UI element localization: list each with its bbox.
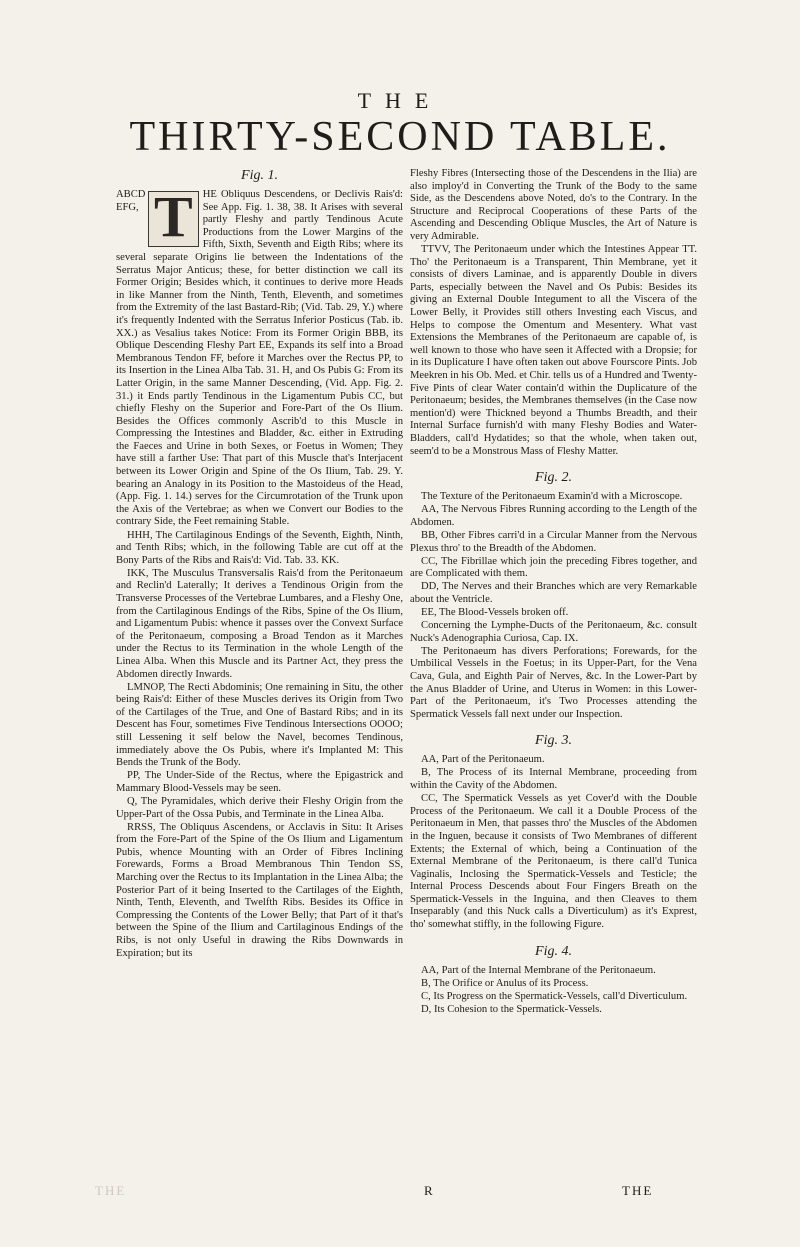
- paragraph: IKK, The Musculus Transversalis Rais'd from the Peritonaeum and Reclin'd Laterally; It derives a Tendinous Origin from the Transverse Processes of the Vertebrae Lumbares, and a Fleshy One, from the Cartilaginous Endings of the Ribs, Spine of the Os Ilium, and Ligamentum Pubis: whence it passes over the Convext Surface of the Peritonaeum, composing a Broad Tendon as it Marches under the Rectus to its Termination in the whole Length of the Linea Alba. When this Muscle and its Partner Act, they press the Abdomen directly Inwards.: [116, 567, 403, 680]
- fig-3-heading: Fig. 3.: [535, 733, 572, 749]
- paragraph: CC, The Spermatick Vessels as yet Cover'd with the Double Process of the Peritonaeum. We call it a Double Process of the Peritonaeum in Men, that passes thro' the Muscles of the Abdomen in the Inguen, because it consists of Two Membranes of different Extents; the External of which, being a Continuation of the External Membrane of the Peritonaeum, is there call'd Tunica Vaginalis, Inclosing the Spermatick-Vessels and Testicle; the Internal Process Descends about Four Fingers Breath on the Spermatick-Vessels in the Inguina, and then Cleaves to them Inseparably (and this Nuck calls a Diverticulum) as it's Exprest, tho' somewhat stiffly, in the following Figure.: [410, 793, 697, 931]
- paragraph: D, Its Cohesion to the Spermatick-Vessels.: [421, 1003, 602, 1015]
- paragraph: Q, The Pyramidales, which derive their Fleshy Origin from the Upper-Part of the Ossa Pubis, and Terminate in the Linea Alba.: [116, 796, 403, 820]
- intro-labels: ABCD EFG,: [116, 189, 146, 213]
- paragraph: The Texture of the Peritonaeum Examin'd with a Microscope.: [421, 491, 683, 503]
- paragraph: TTVV, The Peritonaeum under which the Intestines Appear TT. Tho' the Peritonaeum is a Transparent, Thin Membrane, yet it consists of divers Laminae, and is apparently Double in divers Parts, especially between the Navel and Os Pubis: Besides its giving an External Double Integument to all the Viscera of the Lower Belly, it Provides still others Investing each Viscus, and Helps to compose the Omentum and Mesentery. What vast Extensions the Membranes of the Peritonaeum are capable of, is well known to those who have seen it Affected with a Dropsie; for in its Duplicature I have often taken out above Fourscore Pints. Job Meekren in his Ob. Med. et Chir. tells us of a Hundred and Twenty-Five Pints of clear Water contain'd within the Duplicature of the Peritonaeum; besides, the Membranes themselves (in the Case now mention'd) were Thickned beyond a Thumbs Breadth, and their Internal Surface furnish'd with many Fleshy Bodies and Water-Bladders, call'd Hydatides; so that the whole, when taken out, seem'd to be a Monstrous Mass of Fleshy Matter.: [410, 244, 697, 457]
- paragraph: RRSS, The Obliquus Ascendens, or Acclavis in Situ: It Arises from the Fore-Part of the Spine of the Os Ilium and Ligamentum Pubis, whence Mounting with an Order of Fibres Inclining Forewards, Forms a Broad Membranous Thin Tendon SS, Marching over the Rectus to its Implantation in the Linea Alba; the Posterior Part of it being Inserted to the Cartilages of the Eighth, Ninth, Tenth, Eleventh, and Twelfth Ribs. Besides its Office in Compressing the Contents of the Lower Belly; that Part of it that's between the Spine of the Ilium and Cartilaginous Endings of the Ribs, is not only Useful in drawing the Ribs Downwards in Expiration; but its: [116, 821, 403, 959]
- paragraph: C, Its Progress on the Spermatick-Vessels, call'd Diverticulum.: [421, 990, 688, 1002]
- paragraph: EE, The Blood-Vessels broken off.: [421, 607, 569, 618]
- paragraph: Concerning the Lymphe-Ducts of the Peritonaeum, &c. consult Nuck's Adenographia Curiosa, Cap. IX.: [410, 620, 697, 644]
- paragraph: The Peritonaeum has divers Perforations; Forewards, for the Umbilical Vessels in the Foetus; in its Upper-Part, for the Vena Cava, Gula, and Eighth Pair of Nerves, &c. In the Lower-Part by the Anus Bladder of Urine, and Uterus in Women: in this Lower-Part of the Peritonaeum, it's Two Processes attending the Spermatick Vessels fall next under our Inspection.: [410, 645, 697, 720]
- paragraph: HHH, The Cartilaginous Endings of the Seventh, Eighth, Ninth, and Tenth Ribs; which, in the following Table are cut off at the Bony Parts of the Ribs and Rais'd: Vid. Tab. 33. KK.: [116, 529, 403, 566]
- paragraph: Fleshy Fibres (Intersecting those of the Descendens in the Ilia) are also imploy'd in Converting the Trunk of the Body to the same Side, as the Descendens above Noted, do's to the Contrary. In the Structure and Reciprocal Cooperations of these Parts of the Ascending and Descending Oblique Muscles, the Art of Nature is very Admirable.: [410, 168, 697, 242]
- paragraph: B, The Process of its Internal Membrane, proceeding from within the Cavity of the Abdomen.: [410, 767, 697, 792]
- paragraph: LMNOP, The Recti Abdominis; One remaining in Situ, the other being Rais'd: Either of these Muscles derives its Origin from Two of the Cartilages of the True, and One of Bastard Ribs; and in its Descent has Four, sometimes Five Tendinous Intersections OOOO; still Lessening it self below the Navel, becomes Tendinous, immediately above the Os Pubis, where it's Implanted M: This Bends the Trunk of the Body.: [116, 681, 403, 769]
- catchword: THE: [622, 1183, 654, 1198]
- paragraph: DD, The Nerves and their Branches which are very Remarkable about the Ventricle.: [410, 581, 697, 605]
- fig-4-heading: Fig. 4.: [535, 943, 572, 959]
- paragraph: B, The Orifice or Anulus of its Process.: [421, 977, 589, 989]
- paragraph: PP, The Under-Side of the Rectus, where the Epigastrick and Mammary Blood-Vessels may be seen.: [116, 770, 403, 794]
- signature-mark: R: [424, 1183, 433, 1198]
- fig-1-heading: Fig. 1.: [241, 168, 278, 183]
- paragraph: BB, Other Fibres carri'd in a Circular Manner from the Nervous Plexus thro' to the Breadth of the Abdomen.: [410, 529, 697, 554]
- left-column: [116, 168, 403, 961]
- paragraph: CC, The Fibrillae which join the preceding Fibres together, and are Complicated with them.: [410, 555, 697, 580]
- header-the: THE: [357, 88, 443, 113]
- show-through-text: THE: [95, 1183, 127, 1198]
- paragraph: AA, The Nervous Fibres Running according to the Length of the Abdomen.: [410, 504, 697, 528]
- drop-cap: T: [148, 191, 199, 247]
- page-title: THIRTY-SECOND TABLE.: [129, 114, 671, 160]
- paragraph: HE Obliquus Descendens, or Declivis Rais'd: See App. Fig. 1. 38, 38. It Arises with several partly Fleshy and partly Tendinous Acute Productions from the Lower Margins of the Fifth, Sixth, Seventh and Eigth Ribs; where its several separate Origins lie between the Indentations of the Serratus Major Anticus; these, for better distinction we call its Former Origin; Besides which, it continues to derive more Heads in like Manner from the Ninth, Tenth, Eleventh, and sometimes from the Extremity of the last Bastard-Rib; (Vid. Tab. 29, Y.) where it's frequently Indented with the Serratus Inferior Posticus (Tab. ib. XX.) as Vesalius takes Notice: From its Former Origin BBB, its Oblique Descending Fleshy Part EE, Expands its self into a Broad Membranous Tendon FF, before it Marches over the Rectus PP, to its Insertion in the Linea Alba Tab. 31. H, and Os Pubis G: From its Latter Origin, in the same Manner Descending, (Vid. App. Fig. 2. 31.) it Ends partly Tendinous in the Ligamentum Pubis CC, but chiefly Fleshy on the Superior and Fore-Part of the Os Ilium. Besides the Offices commonly Ascrib'd to this Muscle in Compressing the Intestines and Bladder, &c. either in Extruding the Faeces and Urine in both Sexes, or Foetus in Women; They have still a farther Use: That part of this Muscle that's Interjacent between its Lower Origin and Spine of the Os Ilium, Tab. 29. Y. bearing an Analogy in its Position to the Mastoideus of the Head, (App. Fig. 1. 14.) serves for the Circumrotation of the Trunk upon the Axis of the Vertebrae; as when we Convert our Bodies to the contrary Side, the Feet remaining Stable.: [116, 189, 403, 528]
- paragraph: AA, Part of the Internal Membrane of the Peritonaeum.: [421, 964, 656, 976]
- right-column: [410, 168, 697, 1017]
- paragraph: AA, Part of the Peritonaeum.: [421, 754, 545, 766]
- fig-2-heading: Fig. 2.: [535, 470, 572, 486]
- page-footer: [0, 1183, 800, 1203]
